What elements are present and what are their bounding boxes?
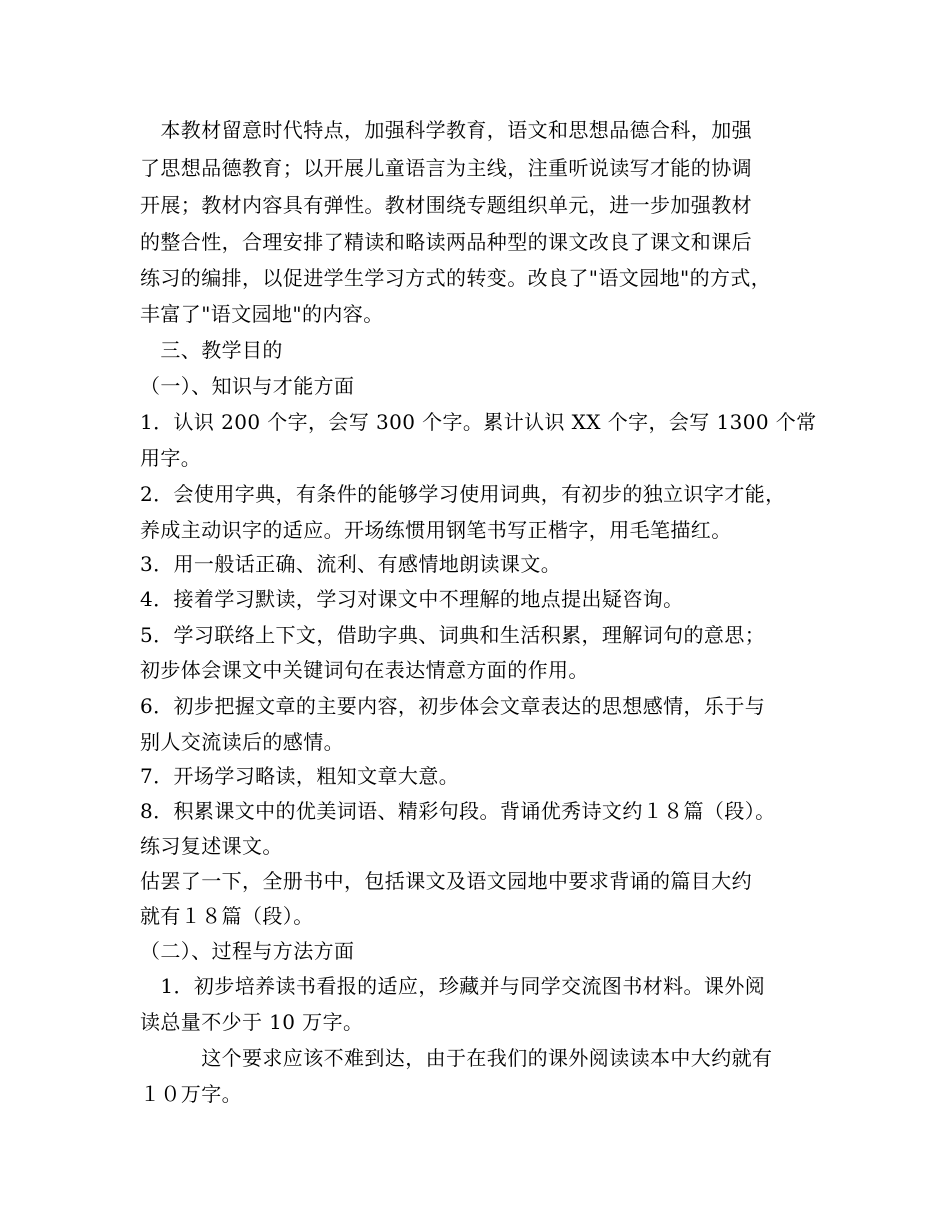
list-item-text: 7．开场学习略读，粗知文章大意。 <box>140 764 460 788</box>
text-line: 开展；教材内容具有弹性。教材围绕专题组织单元，进一步加强教材 <box>140 193 752 217</box>
text-line: １０万字。 <box>140 1082 242 1106</box>
text-line: 本教材留意时代特点，加强科学教育，语文和思想品德合科，加强 <box>140 118 752 142</box>
list-item-text: 6．初步把握文章的主要内容，初步体会文章表达的思想感情，乐于与 <box>140 694 766 718</box>
list-item-text: 别人交流读后的感情。 <box>140 730 344 754</box>
text-line: 练习的编排，以促进学生学习方式的转变。改良了"语文园地"的方式， <box>140 266 772 290</box>
list-item-text: 1．初步培养读书看报的适应，珍藏并与同学交流图书材料。课外阅 <box>140 974 766 998</box>
list-item-text: 养成主动识字的适应。开场练惯用钢笔书写正楷字，用毛笔描红。 <box>140 518 732 542</box>
list-item-text: 用字。 <box>140 446 202 470</box>
text-line: 丰富了"语文园地"的内容。 <box>140 302 384 326</box>
list-item-text: 练习复述课文。 <box>140 834 283 858</box>
list-item-text: 8．积累课文中的优美词语、精彩句段。背诵优秀诗文约１８篇（段）。 <box>140 799 776 823</box>
list-item-text: 4．接着学习默读，学习对课文中不理解的地点提出疑咨询。 <box>140 587 684 611</box>
section-heading: 三、教学目的 <box>140 338 283 362</box>
list-item-text: 初步体会课文中关键词句在表达情意方面的作用。 <box>140 658 589 682</box>
subsection-heading: （二）、过程与方法方面 <box>140 939 355 963</box>
list-item-text: 1．认识 200 个字，会写 300 个字。累计认识 XX 个字，会写 1300 个常 <box>140 410 817 434</box>
list-item-text: 读总量不少于 10 万字。 <box>140 1010 364 1034</box>
text-line: 的整合性，合理安排了精读和略读两品种型的课文改良了课文和课后 <box>140 230 752 254</box>
text-line: 估罢了一下，全册书中，包括课文及语文园地中要求背诵的篇目大约 <box>140 869 752 893</box>
text-line: 这个要求应该不难到达，由于在我们的课外阅读读本中大约就有 <box>140 1046 773 1070</box>
list-item-text: 2．会使用字典，有条件的能够学习使用词典，有初步的独立识字才能， <box>140 482 786 506</box>
list-item-text: 5．学习联络上下文，借助字典、词典和生活积累，理解词句的意思； <box>140 623 766 647</box>
text-line: 就有１８篇（段）。 <box>140 904 314 928</box>
text-line: 了思想品德教育；以开展儿童语言为主线，注重听说读写才能的协调 <box>140 156 752 180</box>
list-item-text: 3．用一般话正确、流利、有感情地朗读课文。 <box>140 552 562 576</box>
subsection-heading: （一）、知识与才能方面 <box>140 374 355 398</box>
